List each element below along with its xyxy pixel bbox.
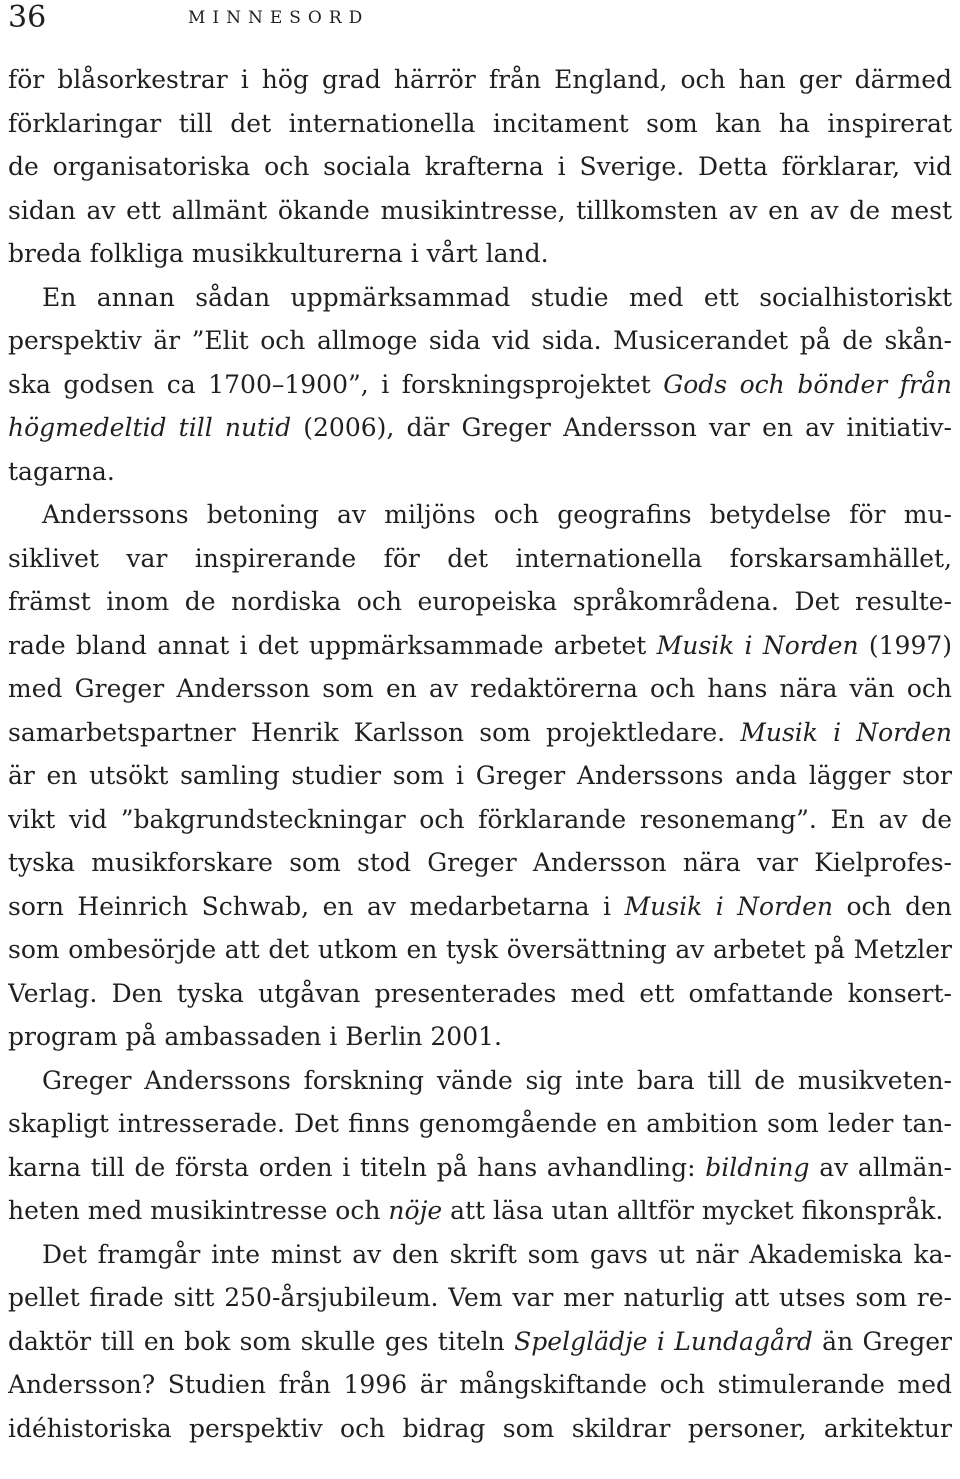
body-text	[8, 58, 952, 1450]
text-line	[8, 754, 952, 798]
text-line	[8, 928, 952, 972]
text-line	[8, 1320, 952, 1364]
text-line	[8, 189, 952, 233]
text-line	[8, 276, 952, 320]
text-line	[8, 493, 952, 537]
text-line	[8, 450, 952, 494]
text-segment: siklivet var inspirerande för det internationella forskarsamhället,	[8, 543, 952, 573]
text-line	[8, 145, 952, 189]
text-line	[8, 537, 952, 581]
italic-text: Spelglädje i Lundagård	[514, 1326, 813, 1356]
text-segment: att läsa utan alltför mycket fikonspråk.	[442, 1196, 944, 1225]
page-number: 36	[8, 0, 47, 35]
text-segment: tagarna.	[8, 456, 115, 486]
text-segment: idéhistoriska perspektiv och bidrag som skildrar personer, arkitektur	[8, 1413, 952, 1443]
text-segment: rade bland annat i det uppmärksammade arbetet	[8, 630, 657, 660]
text-line	[8, 972, 952, 1016]
text-segment: de organisatoriska och sociala krafterna i Sverige. Detta förklarar, vid	[8, 152, 952, 181]
text-line	[8, 885, 952, 929]
text-segment: för blåsorkestrar i hög grad härrör från England, och han ger därmed	[8, 65, 952, 94]
text-segment: pellet firade sitt 250-årsjubileum. Vem var mer naturlig att utses som re-	[8, 1283, 952, 1312]
text-segment: som ombesörjde att det utkom en tysk översättning av arbetet på Metzler	[8, 935, 952, 964]
running-head	[8, 0, 952, 40]
text-line	[8, 1363, 952, 1407]
text-line	[8, 102, 952, 146]
text-line	[8, 319, 952, 363]
text-segment: karna till de första orden i titeln på hans avhandling:	[8, 1152, 706, 1182]
text-segment: sidan av ett allmänt ökande musikintresse, tillkomsten av en av de mest	[8, 195, 952, 225]
text-segment: heten med musikintresse och	[8, 1196, 389, 1225]
italic-text: nöje	[388, 1196, 443, 1225]
text-line	[8, 711, 952, 755]
italic-text: högmedeltid till nutid	[8, 413, 292, 442]
text-segment: daktör till en bok som skulle ges titeln	[8, 1326, 515, 1356]
text-segment: med Greger Andersson som en av redaktörerna och hans nära vän och	[8, 674, 952, 703]
text-line	[8, 58, 952, 102]
text-line	[8, 580, 952, 624]
text-line	[8, 363, 952, 407]
italic-text: Gods och bönder från	[663, 369, 952, 399]
text-line	[8, 798, 952, 842]
text-segment: skapligt intresserade. Det finns genomgående en ambition som leder tan-	[8, 1109, 952, 1138]
text-line	[8, 1059, 952, 1103]
text-segment: ska godsen ca 1700–1900”, i forskningsprojektet	[8, 369, 664, 399]
text-segment: perspektiv är ”Elit och allmoge sida vid sida. Musicerandet på de skån-	[8, 326, 952, 355]
text-segment: vikt vid ”bakgrundsteckningar och förklarande resonemang”. En av de	[8, 804, 952, 834]
text-line	[8, 406, 952, 450]
text-line	[8, 667, 952, 711]
text-segment: breda folkliga musikkulturerna i vårt land.	[8, 239, 549, 268]
text-line	[8, 841, 952, 885]
text-line	[8, 1276, 952, 1320]
text-line	[8, 1189, 952, 1233]
text-segment: samarbetspartner Henrik Karlsson som projektledare.	[8, 717, 741, 747]
text-segment: Greger Anderssons forskning vände sig inte bara till de musikveten-	[42, 1065, 952, 1095]
text-segment: (1997)	[858, 630, 952, 660]
text-segment: av allmän-	[809, 1152, 952, 1182]
text-segment: Det framgår inte minst av den skrift som gavs ut när Akademiska ka-	[42, 1239, 952, 1269]
text-segment: och den	[832, 891, 952, 921]
text-line	[8, 232, 952, 276]
italic-text: Musik i Norden	[624, 891, 833, 921]
text-segment: tyska musikforskare som stod Greger Andersson nära var Kielprofes-	[8, 848, 952, 877]
text-line	[8, 624, 952, 668]
text-segment: främst inom de nordiska och europeiska språkområdena. Det resulte-	[8, 587, 952, 616]
text-line	[8, 1407, 952, 1451]
text-segment: förklaringar till det internationella incitament som kan ha inspirerat	[8, 108, 952, 138]
section-title: MINNESORD	[188, 8, 370, 28]
text-segment: En annan sådan uppmärksammad studie med ett socialhistoriskt	[42, 282, 952, 312]
italic-text: bildning	[705, 1152, 810, 1182]
text-line	[8, 1233, 952, 1277]
text-line	[8, 1146, 952, 1190]
text-segment: än Greger	[812, 1326, 952, 1356]
text-line	[8, 1015, 952, 1059]
text-segment: (2006), där Greger Andersson var en av initiativ-	[291, 413, 952, 442]
italic-text: Musik i Norden	[740, 717, 952, 747]
text-segment: Anderssons betoning av miljöns och geografins betydelse för mu-	[42, 500, 952, 529]
text-line	[8, 1102, 952, 1146]
text-segment: Andersson? Studien från 1996 är mångskiftande och stimulerande med	[8, 1370, 952, 1399]
text-segment: program på ambassaden i Berlin 2001.	[8, 1022, 502, 1051]
text-segment: sorn Heinrich Schwab, en av medarbetarna i	[8, 891, 625, 921]
text-segment: Verlag. Den tyska utgåvan presenterades med ett omfattande konsert-	[8, 978, 952, 1008]
italic-text: Musik i Norden	[656, 630, 859, 660]
text-segment: är en utsökt samling studier som i Greger Anderssons anda lägger stor	[8, 761, 952, 790]
